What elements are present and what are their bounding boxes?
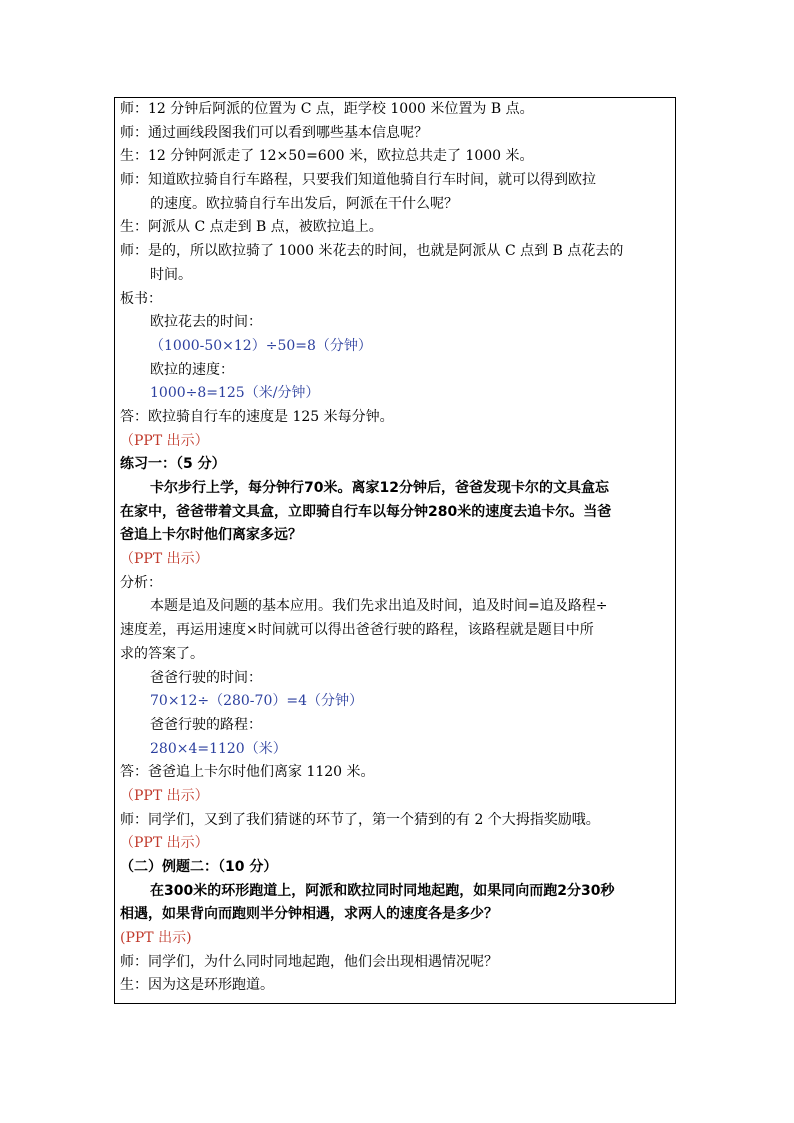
board-heading: 板书： [120, 290, 162, 307]
board-label: 欧拉花去的时间： [150, 314, 262, 331]
lesson-content [120, 98, 672, 998]
problem-text: 在300米的环形跑道上，阿派和欧拉同时同地起跑，如果同向而跑2分30秒 [150, 882, 615, 899]
dialogue-line: 师：同学们，又到了我们猜谜的环节了，第一个猜到的有 2 个大拇指奖励哦。 [120, 811, 600, 828]
ppt-note: (PPT 出示) [120, 930, 192, 947]
analysis-text: 本题是追及问题的基本应用。我们先求出追及时间，追及时间=追及路程÷ [150, 598, 608, 615]
analysis-heading: 分析： [120, 574, 162, 591]
formula: 1000÷8=125（米/分钟） [150, 385, 320, 402]
dialogue-line: 师：同学们，为什么同时同地起跑，他们会出现相遇情况呢？ [120, 953, 498, 970]
board-label: 欧拉的速度： [150, 361, 234, 378]
problem-text: 爸追上卡尔时他们离家多远？ [120, 527, 302, 544]
problem-text: 卡尔步行上学，每分钟行70米。离家12分钟后，爸爸发现卡尔的文具盒忘 [150, 480, 609, 496]
ppt-note: （PPT 出示） [120, 787, 209, 804]
board-label: 爸爸行驶的时间： [150, 669, 262, 686]
dialogue-line: 生：阿派从 C 点走到 B 点，被欧拉追上。 [120, 219, 383, 236]
dialogue-line: 师：12 分钟后阿派的位置为 C 点，距学校 1000 米位置为 B 点。 [120, 101, 534, 117]
problem-text: 在家中，爸爸带着文具盒，立即骑自行车以每分钟280米的速度去追卡尔。当爸 [120, 503, 612, 520]
dialogue-line: 师：通过画线段图我们可以看到哪些基本信息呢？ [120, 124, 428, 141]
ppt-note: （PPT 出示） [120, 835, 209, 852]
formula: （1000-50×12）÷50=8（分钟） [150, 337, 372, 354]
dialogue-line: 生：因为这是环形跑道。 [120, 977, 274, 994]
dialogue-line: 生：12 分钟阿派走了 12×50=600 米，欧拉总共走了 1000 米。 [120, 148, 534, 165]
board-label: 爸爸行驶的路程： [150, 716, 262, 733]
dialogue-line: 的速度。欧拉骑自行车出发后，阿派在干什么呢？ [150, 195, 458, 212]
ppt-note: （PPT 出示） [120, 551, 209, 568]
answer-line: 答：欧拉骑自行车的速度是 125 米每分钟。 [120, 408, 394, 425]
answer-line: 答：爸爸追上卡尔时他们离家 1120 米。 [120, 764, 375, 781]
exercise-heading: 练习一：（5 分） [120, 456, 226, 473]
example-heading: （二）例题二：（10 分） [120, 859, 278, 875]
analysis-text: 求的答案了。 [120, 645, 204, 662]
formula: 280×4=1120（米） [150, 740, 287, 757]
formula: 70×12÷（280-70）=4（分钟） [150, 693, 363, 710]
analysis-text: 速度差，再运用速度×时间就可以得出爸爸行驶的路程，该路程就是题目中所 [120, 622, 594, 639]
dialogue-line: 时间。 [150, 266, 192, 283]
problem-text: 相遇，如果背向而跑则半分钟相遇，求两人的速度各是多少？ [120, 906, 498, 923]
dialogue-line: 师：知道欧拉骑自行车路程，只要我们知道他骑自行车时间，就可以得到欧拉 [120, 172, 596, 189]
dialogue-line: 师：是的，所以欧拉骑了 1000 米花去的时间，也就是阿派从 C 点到 B 点花去的 [120, 243, 624, 260]
ppt-note: （PPT 出示） [120, 432, 209, 449]
